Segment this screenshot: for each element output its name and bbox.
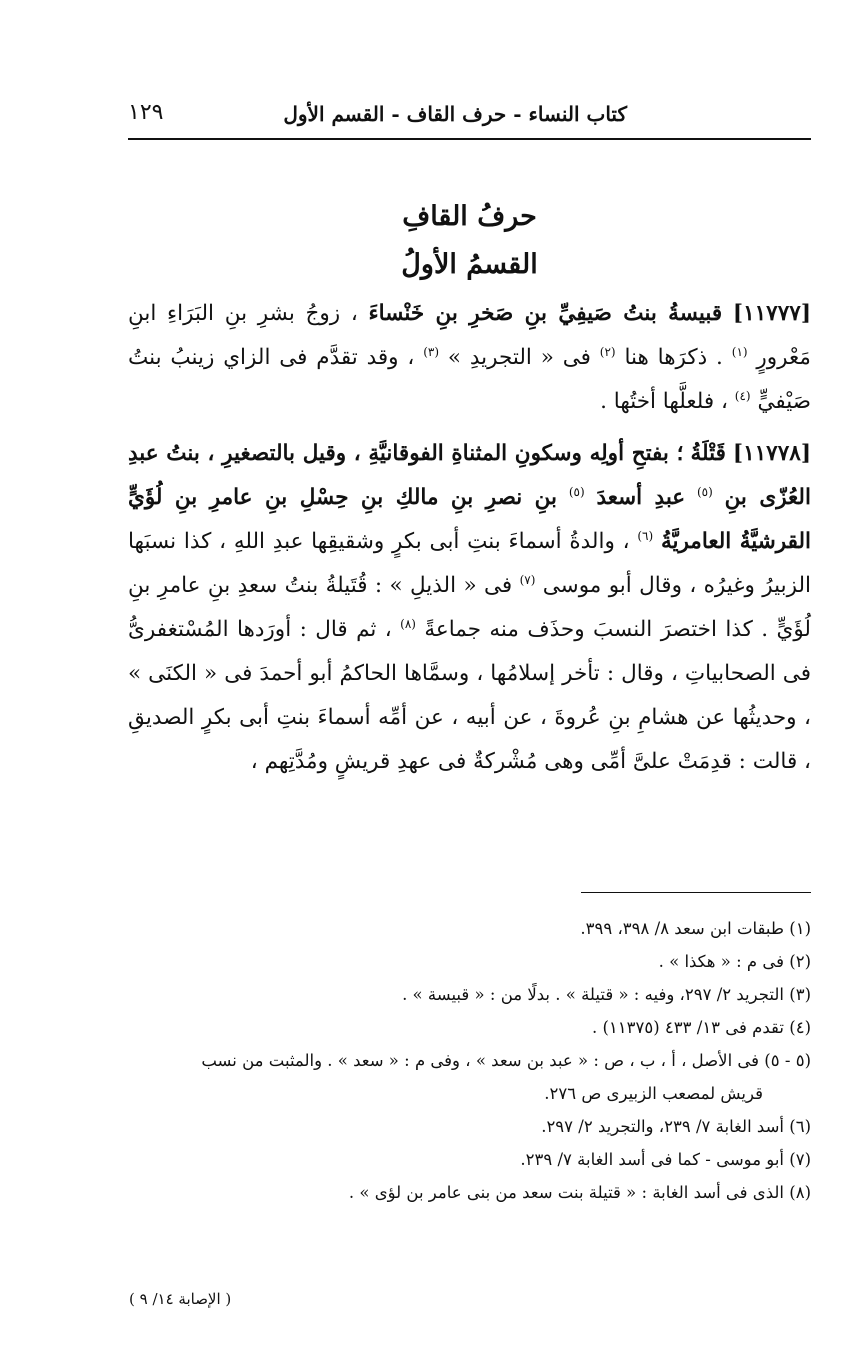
entry-text: فى « التجريدِ »: [447, 345, 591, 370]
footnote-label: (٦): [789, 1117, 811, 1136]
footnote-ref[interactable]: (٥): [568, 484, 585, 499]
footnote: [128, 912, 811, 945]
entry-name: قبيسةُ بنتُ صَيفِيِّ بنِ صَخرِ بنِ خَنْساءَ: [368, 301, 723, 326]
footnote: [128, 978, 811, 1011]
signature-text: ( الإصابة ١٤/ ٩ ): [129, 1290, 232, 1308]
footnote-continuation: قريش لمصعب الزبيرى ص ٢٧٦.: [544, 1084, 763, 1103]
footnote: [128, 1044, 811, 1077]
footnote: [128, 1143, 811, 1176]
entry-number: [١١٧٧٨]: [732, 441, 811, 466]
entry-text: ، فلعلَّها أختُها .: [600, 389, 728, 414]
footnote-ref[interactable]: (٦): [637, 528, 654, 543]
entry: [128, 432, 811, 784]
chapter-headings: [128, 196, 811, 286]
footnote-ref[interactable]: (٥): [696, 484, 713, 499]
running-header: [128, 92, 811, 140]
entry-name: قَتْلَةُ: [690, 441, 726, 466]
entry-text: ؛ بفتحِ أولِه وسكونِ المثناةِ الفوقانيَّةِ ، وقيل بالتصغيرِ ، بنتُ عبدِ العُزّى بنِ: [128, 441, 811, 510]
footnote-text: فى م : « هكذا » .: [658, 952, 784, 971]
footnote: [128, 1110, 811, 1143]
entry-text: فى « الذيلِ » : قُتَيلةُ بنتُ سعدِ بنِ عامرِ بنِ لُؤَيٍّ . كذا اختصرَ النسبَ وحذَف منه جماعةً: [128, 573, 811, 642]
footnote-label: (١): [789, 919, 811, 938]
entry: [128, 292, 811, 424]
main-text: [128, 292, 811, 792]
entry-text: عبدِ أسعدَ: [596, 485, 686, 510]
footnote-label: (٢): [789, 952, 811, 971]
footnote: [128, 945, 811, 978]
entry-number: [١١٧٧٧]: [732, 301, 811, 326]
entry-text: بنِ نصرِ بنِ مالكِ بنِ حِسْلِ بنِ عامرِ بنِ لُؤَيٍّ القرشيَّةُ العامريَّةُ: [128, 485, 811, 554]
running-title: كتاب النساء - حرف القاف - القسم الأول: [283, 102, 627, 126]
entry-text: ، والدةُ أسماءَ بنتِ أبى بكرٍ وشقيقِها عبدِ اللهِ ، كذا نسبَها الزبيرُ وغيرُه ، وقال أبو موسى: [128, 529, 811, 598]
footnote-text: أبو موسى - كما فى أسد الغابة ٧/ ٢٣٩.: [520, 1150, 784, 1169]
footnote-ref[interactable]: (٣): [423, 344, 440, 359]
footnote-ref[interactable]: (٢): [599, 344, 616, 359]
page-number: ١٢٩: [128, 100, 164, 125]
footnote-label: (٥ - ٥): [764, 1051, 811, 1070]
footnote-label: (٣): [789, 985, 811, 1004]
footnote-text: طبقات ابن سعد ٨/ ٣٩٨، ٣٩٩.: [580, 919, 784, 938]
footnote-text: أسد الغابة ٧/ ٢٣٩، والتجريد ٢/ ٢٩٧.: [541, 1117, 784, 1136]
section-title: القسمُ الأولُ: [401, 249, 538, 280]
entry-text: ، وقد تقدَّم فى الزاي زينبُ بنتُ صَيْفيٍّ: [128, 345, 811, 414]
footnote-rule: [581, 892, 811, 893]
footnote-text: فى الأصل ، أ ، ب ، ص : « عبد بن سعد » ، وفى م : « سعد » . والمثبت من نسب: [201, 1051, 760, 1070]
entry-text: ، زوجُ بشرِ بنِ البَرَاءِ ابنِ مَعْرورٍ: [128, 301, 811, 370]
footnote-text: التجريد ٢/ ٢٩٧، وفيه : « قتيلة » . بدلًا من : « قبيسة » .: [402, 985, 784, 1004]
footnote-label: (٨): [789, 1183, 811, 1202]
footnote-ref[interactable]: (٤): [734, 388, 751, 403]
entry-text: ، ثم قال : أورَدها المُسْتغفرىُّ فى الصحابياتِ ، وقال : تأخر إسلامُها ، وسمَّاها الحاكمُ أبو أحمدَ فى « الكنَى » ، وحديثُها عن هشامِ بنِ عُروةَ ، عن أبيه ، عن أمِّه أسماءَ بنتِ أبى بكرٍ الصديقِ ، قالت : قدِمَتْ علىَّ أمِّى وهى مُشْركةٌ فى عهدِ قريشٍ ومُدَّتِهم ،: [128, 617, 811, 774]
footnote-ref[interactable]: (٧): [519, 572, 536, 587]
footnote: [128, 1011, 811, 1044]
footnote-text: تقدم فى ١٣/ ٤٣٣ (١١٣٧٥) .: [591, 1018, 784, 1037]
footnote-ref[interactable]: (١): [731, 344, 748, 359]
header-rule: [128, 138, 811, 140]
footnote: [128, 1176, 811, 1209]
footnote-label: (٤): [789, 1018, 811, 1037]
footnote-text: الذى فى أسد الغابة : « قتيلة بنت سعد من بنى عامر بن لؤى » .: [348, 1183, 784, 1202]
chapter-title: حرفُ القافِ: [402, 201, 537, 232]
footnote-label: (٧): [789, 1150, 811, 1169]
entry-text: . ذكرَها هنا: [624, 345, 723, 370]
footnote-ref[interactable]: (٨): [400, 616, 416, 631]
footnotes: [128, 912, 811, 1209]
